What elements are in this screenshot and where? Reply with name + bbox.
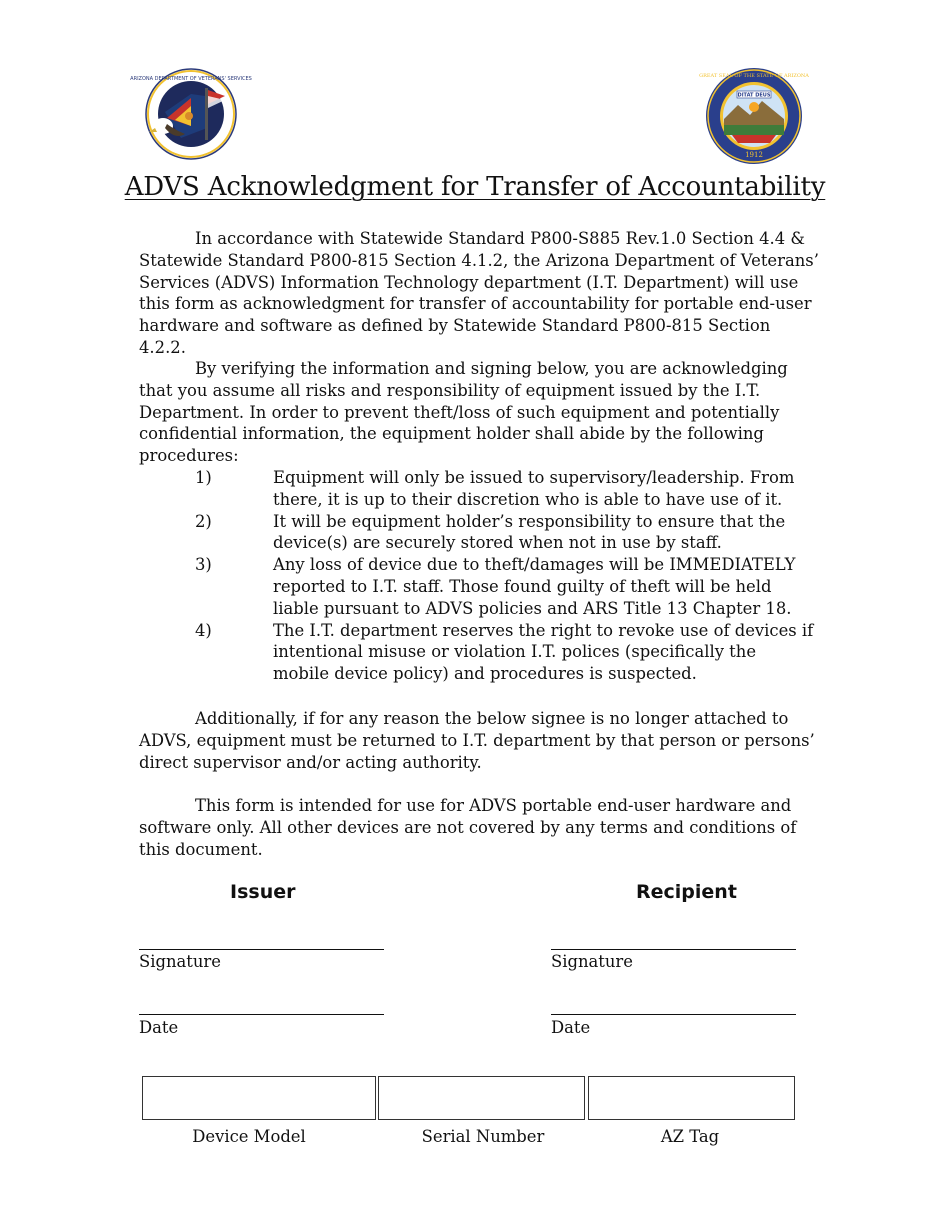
state-seal-motto: DITAT DEUS [737, 92, 771, 99]
scope-paragraph-text: This form is intended for use for ADVS portable end-user hardware and software only. All other devices are not covered by any terms and conditions of this document. [139, 796, 797, 859]
return-paragraph [139, 708, 819, 773]
scope-paragraph [139, 795, 819, 860]
recipient-heading: Recipient [636, 881, 737, 903]
serial-number-label: Serial Number [421, 1127, 545, 1146]
advs-department-seal-icon [130, 68, 252, 160]
list-item [195, 620, 815, 685]
state-seal-text: GREAT SEAL OF THE STATE OF ARIZONA [699, 73, 809, 79]
procedures-list [195, 467, 815, 685]
document-title: ADVS Acknowledgment for Transfer of Accountability [124, 172, 826, 202]
issuer-signature-line[interactable] [139, 949, 384, 950]
device-model-label: Device Model [192, 1127, 306, 1146]
intro-paragraph [139, 228, 819, 359]
recipient-date-line[interactable] [551, 1014, 796, 1015]
az-tag-label: AZ Tag [660, 1127, 720, 1146]
device-model-field[interactable] [142, 1076, 376, 1120]
recipient-signature-line[interactable] [551, 949, 796, 950]
issuer-date-label: Date [139, 1018, 179, 1037]
issuer-signature-label: Signature [139, 952, 221, 971]
list-item [195, 467, 815, 511]
recipient-date-label: Date [551, 1018, 591, 1037]
list-item-text: Any loss of device due to theft/damages will be IMMEDIATELY reported to I.T. staff. Those found guilty of theft will be held liable pursuant to ADVS policies and ARS Title 13 Chapter 18. [273, 555, 796, 618]
list-item [195, 554, 815, 619]
serial-number-field[interactable] [378, 1076, 585, 1120]
return-paragraph-text: Additionally, if for any reason the below signee is no longer attached to ADVS, equipment must be returned to I.T. department by that person or persons’ direct supervisor and/or acting authority. [139, 709, 815, 772]
list-item-number: 4) [195, 620, 212, 640]
list-item [195, 511, 815, 555]
list-item-text: Equipment will only be issued to supervisory/leadership. From there, it is up to their discretion who is able to have use of it. [273, 468, 795, 509]
az-tag-field[interactable] [588, 1076, 795, 1120]
issuer-date-line[interactable] [139, 1014, 384, 1015]
acknowledgment-paragraph-text: By verifying the information and signing below, you are acknowledging that you assume all risks and responsibility of equipment issued by the I.T. Department. In order to prevent theft/loss of such equipment and potentially confidential information, the equipment holder shall abide by the following procedures: [139, 359, 788, 466]
left-seal-text: ARIZONA DEPARTMENT OF VETERANS' SERVICES [130, 76, 252, 82]
list-item-text: It will be equipment holder’s responsibility to ensure that the device(s) are securely stored when not in use by staff. [273, 511, 786, 553]
recipient-signature-label: Signature [551, 952, 633, 971]
arizona-state-seal-icon [699, 67, 809, 165]
list-item-number: 3) [195, 555, 212, 575]
issuer-heading: Issuer [230, 881, 296, 903]
list-item-number: 1) [195, 468, 212, 487]
intro-paragraph-text: In accordance with Statewide Standard P800-S885 Rev.1.0 Section 4.4 & Statewide Standard P800-815 Section 4.1.2, the Arizona Department of Veterans’ Services (ADVS) Information Technology department (I.T. Department) will use this form as acknowledgment for transfer of accountability for portable end-user hardware and software as defined by Statewide Standard P800-815 Section 4.2.2. [139, 229, 819, 357]
list-item-number: 2) [195, 511, 212, 531]
acknowledgment-paragraph [139, 358, 819, 467]
state-seal-year: 1912 [745, 151, 763, 159]
list-item-text: The I.T. department reserves the right to revoke use of devices if intentional misuse or violation I.T. polices (specifically the mobile device policy) and procedures is suspected. [273, 620, 814, 684]
